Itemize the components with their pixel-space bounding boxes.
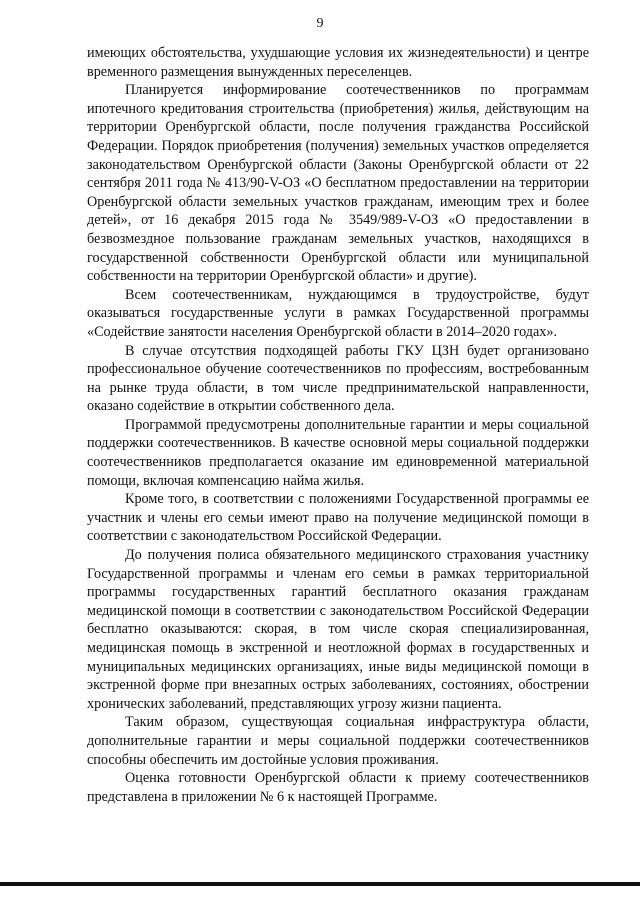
paragraph-mortgage-land: Планируется информирование соотечественников по программам ипотечного кредитования строительства (приобретения) жилья, действующим на территории Оренбургской области, после получения гражданства Российской Федерации. Порядок приобретения (получения) земельных участков определяется законодательством Оренбургской области (Законы Оренбургской области от 22 сентября 2011 года № 413/90-V-ОЗ «О бесплатном предоставлении на территории Оренбургской области земельных участков гражданам, имеющим трех и более детей», от 16 декабря 2015 года № 3549/989-V-ОЗ «О предоставлении в безвозмездное пользование гражданам земельных участков, находящихся в государственной собственности Оренбургской области или муниципальной собственности на территории Оренбургской области» и другие).: [87, 82, 589, 285]
document-body: [87, 44, 589, 806]
paragraph-social-support: Программой предусмотрены дополнительные гарантии и меры социальной поддержки соотечественников. В качестве основной меры социальной поддержки соотечественников предполагается оказание им единовременной материальной помощи, включая компенсацию найма жилья.: [87, 416, 589, 489]
paragraph-free-medical-care: До получения полиса обязательного медицинского страхования участнику Государственной программы и членам его семьи в рамках территориальной программы государственных гарантий бесплатного оказания гражданам медицинской помощи в соответствии с законодательством Российской Федерации бесплатно оказываются: скорая, в том числе скорая специализированная, медицинская помощь в экстренной и неотложной формах в государственных и муниципальных медицинских организациях, иные виды медицинской помощи в экстренной форме при внезапных острых заболеваниях, состояниях, обострении хронических заболеваний, представляющих угрозу жизни пациента.: [87, 547, 589, 712]
paragraph-vocational-training: В случае отсутствия подходящей работы ГКУ ЦЗН будет организовано профессиональное обучение соотечественников по профессиям, востребованным на рынке труда области, в том числе предпринимательской направленности, оказано содействие в открытии собственного дела.: [87, 342, 589, 415]
paragraph-medical-rights: Кроме того, в соответствии с положениями Государственной программы ее участник и члены его семьи имеют право на получение медицинской помощи в соответствии с законодательством Российской Федерации.: [87, 491, 589, 545]
paragraph-employment-services: Всем соотечественникам, нуждающимся в трудоустройстве, будут оказываться государственные услуги в рамках Государственной программы «Содействие занятости населения Оренбургской области в 2014–2020 годах».: [87, 286, 589, 340]
paragraph-summary: Таким образом, существующая социальная инфраструктура области, дополнительные гарантии и меры социальной поддержки соотечественников способны обеспечить им достойные условия проживания.: [87, 714, 589, 768]
paragraph-continuation: имеющих обстоятельства, ухудшающие условия их жизнедеятельности) и центре временного размещения вынужденных переселенцев.: [87, 45, 589, 80]
page-number: 9: [316, 16, 324, 31]
bottom-rule: [0, 882, 640, 886]
paragraph-readiness-assessment: Оценка готовности Оренбургской области к приему соотечественников представлена в приложении № 6 к настоящей Программе.: [87, 770, 589, 805]
